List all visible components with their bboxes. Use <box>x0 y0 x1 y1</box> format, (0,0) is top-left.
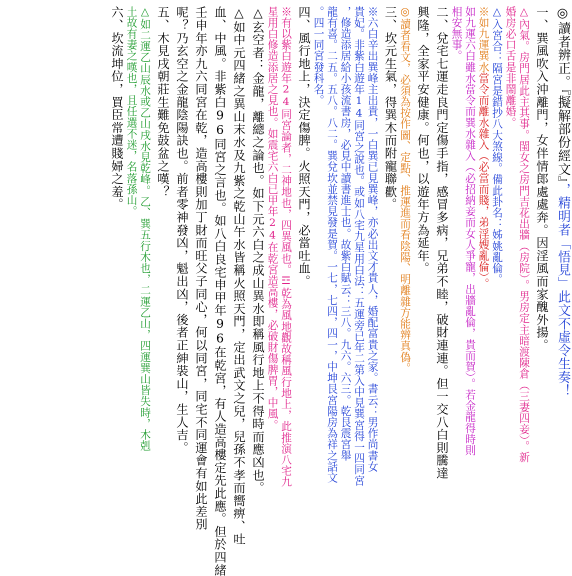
annotation-column <box>449 6 462 550</box>
text-column <box>210 6 227 576</box>
text-segment: 興隆，全家平安健康。何也，以遊年方為延年。 <box>416 6 430 275</box>
text-segment: 四、風行地上，決定傷脾。火照天門，必當吐血。 <box>297 6 311 288</box>
text-column <box>191 6 207 550</box>
text-column <box>381 6 397 550</box>
text-segment: 二、兌宅七運走良門定傷手指，感冒多病，兄弟不睦，破財連連。但一交八白則騰達 <box>435 6 449 480</box>
text-column <box>532 6 548 550</box>
text-segment: 壬申年亦九六同宮在乾，造高樓則加丁財而旺父子同心，何以同宮，同宅不同運會有如此差別 <box>194 6 208 531</box>
annotation-column <box>398 6 411 550</box>
annotation-column <box>138 6 151 550</box>
text-column <box>294 6 310 550</box>
text-segment: 土故有妻之嘆也，且任選不迷，名落孫山。 <box>125 6 138 217</box>
annotation-column <box>490 6 503 550</box>
text-segment: 如九運六白雖水當令而巽水雜入（必招納妾而女人爭寵，出牆亂倫，貴而賀）。若金龍得時則 <box>464 6 476 456</box>
text-segment: △如中元四緒之異山末水及九紫之乾山午水皆稱火照天門，定出武文之兒，兒孫不孝而嚮痹、吐 <box>232 6 246 546</box>
text-segment: ，精明者「悟見」此文不虛令生奏！ <box>555 183 570 398</box>
text-column <box>248 6 264 550</box>
text-column <box>153 6 169 550</box>
text-segment: 六、坎流坤位，買臣常遭賤婦之羞。 <box>110 6 124 211</box>
text-segment: 呢？乃玄空之金龍陰陽訣也。前者零神發凶，魁出凶，後者正紳裝山，生人吉。 <box>175 6 189 454</box>
text-column <box>432 6 448 550</box>
text-segment: ※如九運巽水 <box>477 6 490 73</box>
annotation-column <box>311 6 324 550</box>
text-segment: 相安無事。 <box>450 6 463 62</box>
text-segment: ◎讀者看文，必須為按作圖、定點、推運進而看陰陽、明離雜方能辨真偽。 <box>399 6 411 374</box>
annotation-column <box>338 6 351 550</box>
text-segment: 貴妃。非紫白遊年14同宮之說也。或如八宅九星用白法：五運旁已年二第入中見巽宮得一四同宮 <box>353 6 365 487</box>
text-segment: 婚房必口舌是非鬧離婚。 <box>504 6 517 129</box>
text-column <box>551 6 568 550</box>
text-segment: 星用白修造添居之見也。如震宅六白已甲年24在乾宮造高樓，必破財傷脾胃，中風。 <box>266 6 279 431</box>
text-segment: 。四一同宮發科名。 <box>312 6 325 106</box>
text-segment: △入宮合：隔宮是錯抄八大煞線。備此卦名：姊姚亂倫。 <box>491 6 503 285</box>
annotation-column <box>365 6 378 550</box>
annotation-column <box>325 6 338 550</box>
annotation-column <box>503 6 516 550</box>
text-segment: ※有以紫白遊年24同宮論者，二神地也，四異風也。☲乾為風地觀故稱風行地上，此推演八宅九 <box>280 6 292 488</box>
text-segment: ◎讀者辨正。『擬解部份經文』 <box>555 6 570 183</box>
text-column <box>229 6 245 550</box>
text-column <box>172 6 188 550</box>
text-segment: 當令而離水雜入（必當而賤，弟淫嫂亂倫）。 <box>477 72 490 290</box>
annotation-column <box>517 6 530 550</box>
annotation-column <box>352 6 365 550</box>
text-column <box>107 6 123 550</box>
annotation-column <box>265 6 278 550</box>
text-segment: 五、木見戌朝莊生難免鼓盆之嘆？ <box>156 6 170 198</box>
annotation-column <box>463 6 476 550</box>
annotation-column <box>124 6 137 550</box>
text-segment: 血、中風。非紫白96同宮之言也。如八白良宅申甲年96在乾宮，有人造高樓定先此應。但於四緒 <box>213 6 227 576</box>
text-segment: △如二運乙山辰水或乙山戌水見乾峰。乙、巽五行木也，二運乙山，四運巽山皆失時，木剋 <box>139 6 151 452</box>
text-segment: 一、巽風吹入沖離門，女伴情郎處處奔。因淫風而家醜外揚。 <box>535 6 549 352</box>
annotation-column <box>476 6 489 550</box>
text-column <box>413 6 429 550</box>
annotation-column <box>279 6 292 550</box>
text-segment: △玄空者：金龍，離總之論也。如下元六白之成山異水即稱風行地上不得時而應凶也。 <box>251 6 265 495</box>
text-segment: ※六白辛出巽峰主出貴，一白巽已見巽峰，亦必出文才貴人，婚配富貴之家。書云：男作尚書女 <box>366 6 379 473</box>
text-segment: 三、坎元生氣，得巽木而附寵聯歡。 <box>383 6 398 211</box>
text-segment: 龍有喜。二五。五八。八二。巽兌坎並禁見發是賀。一七，七四，四一，中坤艮宮陽房為祥之話文 <box>326 6 338 484</box>
text-segment: ，修造添居給小孩流書房，必見中讀書進士也。故紫白賦云：三八。九六。六三。乾艮震宮舉 <box>339 6 352 462</box>
text-segment: △內氣。房門居此主其事。閨女之房門吉花出牆（房院）。男房定主暗渡陳倉（三妻四妾）。新 <box>518 6 530 463</box>
